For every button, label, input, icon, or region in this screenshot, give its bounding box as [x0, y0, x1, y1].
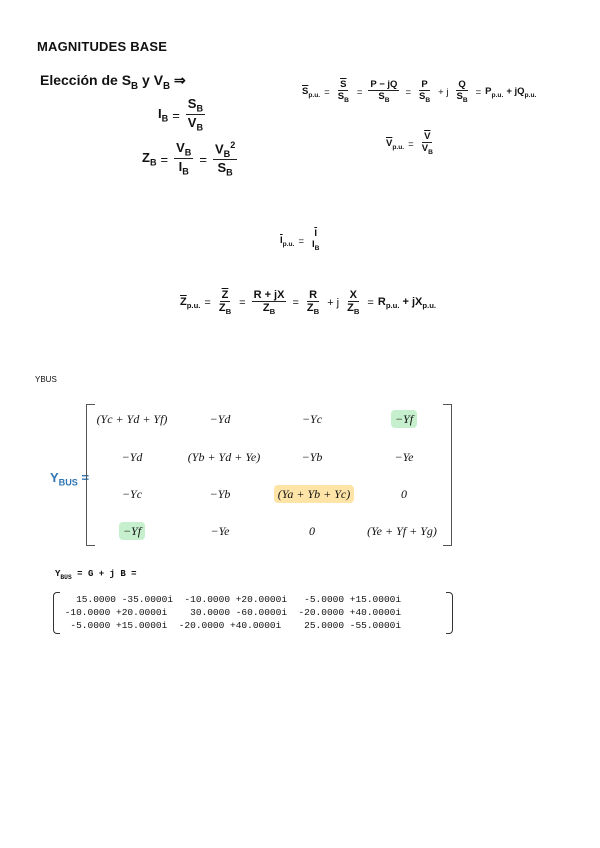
ybus-caption: YBUS — [35, 375, 57, 384]
matrix-cell-1-0: −Yd — [121, 450, 143, 464]
matrix-cell-0-1: −Yd — [209, 412, 231, 426]
numeric-row-3: -5.0000 +15.0000i -20.0000 +40.0000i 25.0000 -55.0000i — [59, 620, 402, 631]
ybus-numeric-matrix — [53, 592, 453, 634]
matrix-cell-3-1: −Ye — [210, 524, 230, 538]
ib-equals: = — [172, 107, 180, 123]
subtitle-text: Elección de S — [40, 72, 132, 88]
matrix-cell-3-2: 0 — [309, 524, 315, 538]
matrix-cell-0-3: −Yf — [360, 412, 448, 427]
matrix-cell-2-1: −Yb — [209, 487, 231, 501]
equation-vpu: $\overline{V}_{p.u.}$ = $\frac{\overline{V}}{V_B}$ — [386, 131, 433, 157]
equation-zpu: $\overline{Z}_{p.u.}$ = $\frac{\overline{Z}}{Z_B}$ = $\frac{R + jX}{Z_B}$ = $\frac{R}{Z_B}$ + j $\frac{X}{Z_B}$ = $R_{p.u.}$ + $jX_{p.u.}$ — [180, 289, 437, 317]
ybus-numeric-caption: $Y_{BUS} = G + j$ B = — [55, 569, 137, 581]
implies-arrow: ⇒ — [174, 72, 186, 88]
ib-lhs: $I_B$ — [158, 106, 169, 124]
numeric-row-1: 15.0000 -35.0000i -10.0000 +20.0000i -5.0000 +15.0000i — [59, 594, 402, 605]
ib-fraction: $\frac{S_B}{V_B}$ — [187, 96, 204, 133]
matrix-cell-0-2: −Yc — [301, 412, 323, 426]
equation-zb: $Z_B$ = $\frac{V_B}{I_B}$ = $\frac{V_B^2}{S_B}$ — [142, 140, 236, 178]
equation-ib — [158, 97, 207, 133]
matrix-cell-2-2: (Ya + Yb + Yc) — [270, 487, 358, 502]
section-subtitle — [40, 72, 186, 92]
numeric-row-2: -10.0000 +20.0000i 30.0000 -60.0000i -20.0000 +40.0000i — [59, 607, 402, 618]
matrix-cell-3-0: −Yf — [88, 524, 176, 539]
subtitle-sub-1: B — [131, 80, 139, 92]
ybus-symbol: $Y_{BUS}$ = — [50, 470, 90, 488]
subtitle-mid: y V — [138, 72, 164, 88]
subtitle-sub-2: B — [163, 80, 171, 92]
equation-spu: $\overline{S}_{p.u.}$ = $\frac{\overline{S}}{S_B}$ = $\frac{P - jQ}{S_B}$ = $\frac{P}{S_B}$ + j $\frac{Q}{S_B}$ = $P_{p.u.}$ + $jQ_{p.u.}$ — [302, 79, 537, 105]
matrix-cell-3-3: (Ye + Yf + Yg) — [367, 524, 437, 538]
equation-ipu: $\overline{I}_{p.u.}$ = $\overline{I}$ $I_B$ — [280, 228, 320, 253]
matrix-cell-1-2: −Yb — [301, 450, 323, 464]
matrix-cell-2-3: 0 — [401, 487, 407, 501]
matrix-cell-2-0: −Yc — [121, 487, 143, 501]
matrix-cell-1-3: −Ye — [394, 450, 414, 464]
matrix-cell-0-0: (Yc + Yd + Yf) — [96, 412, 168, 426]
matrix-cell-1-1: (Yb + Yd + Ye) — [187, 450, 261, 464]
page-title: MAGNITUDES BASE — [37, 39, 168, 54]
numeric-right-bracket — [446, 592, 453, 634]
ybus-symbolic-matrix — [86, 404, 452, 546]
